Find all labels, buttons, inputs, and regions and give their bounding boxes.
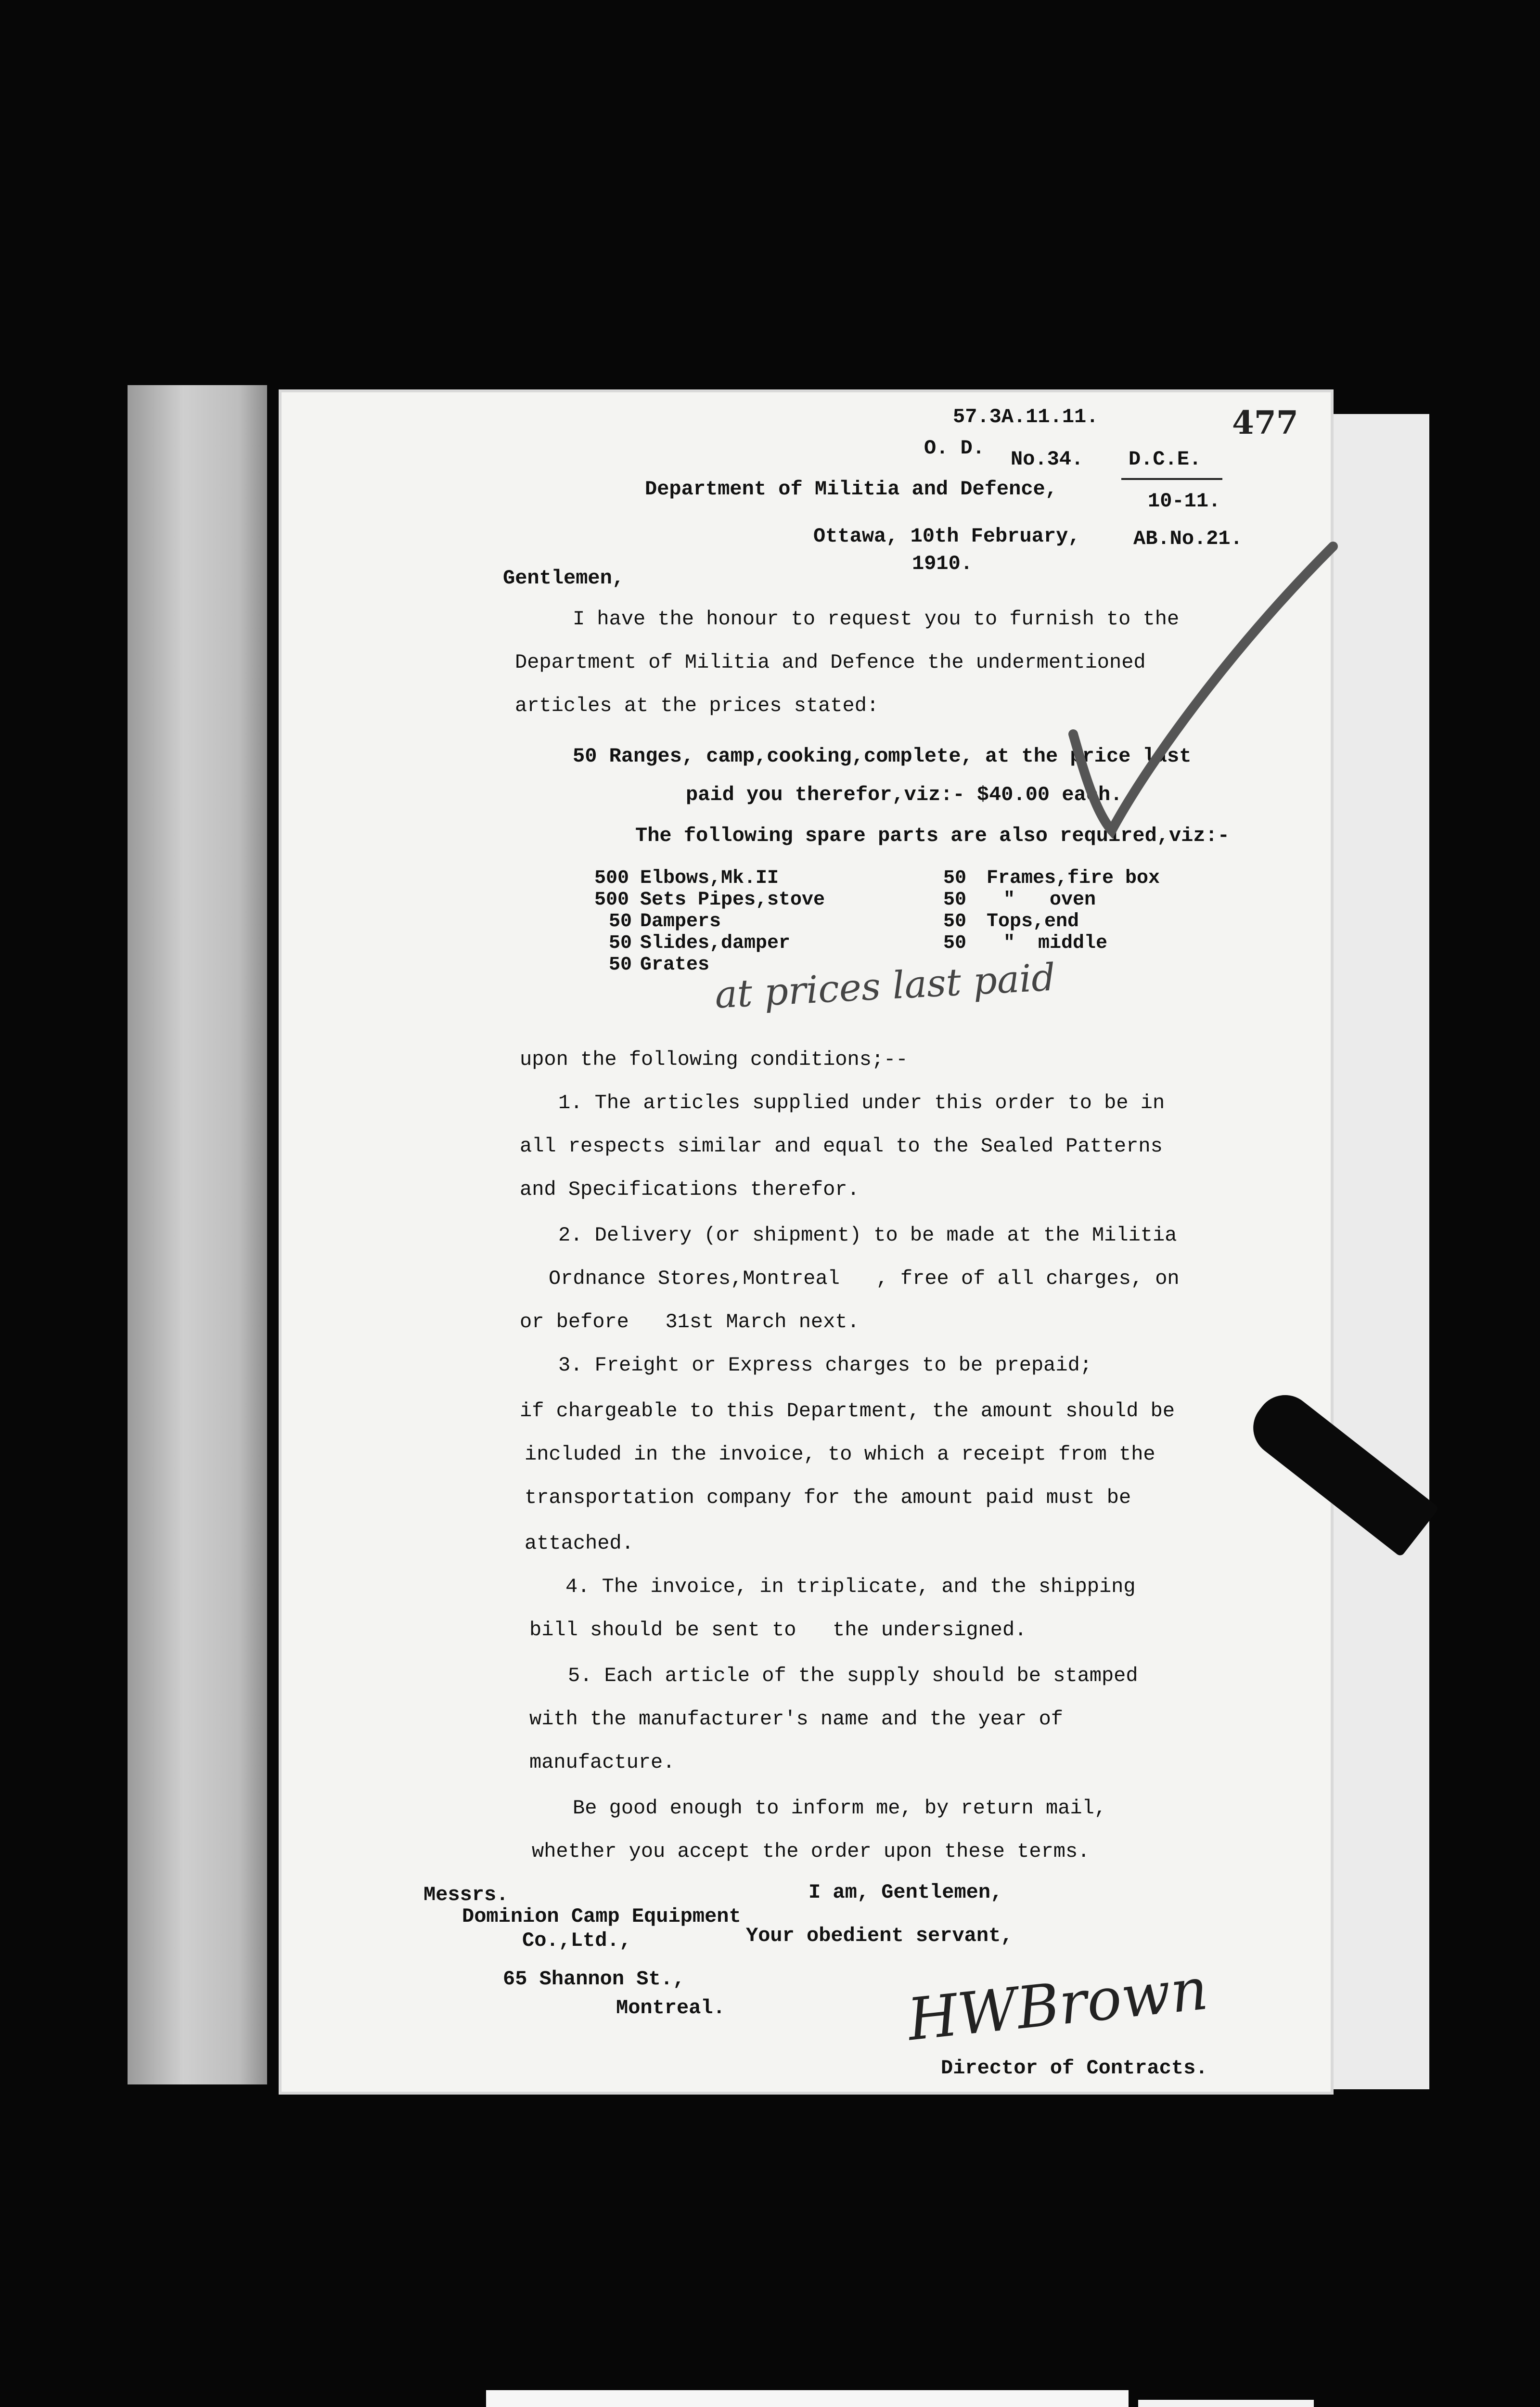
poor-copies-stamp (1138, 2400, 1314, 2407)
condition-line: 2. Delivery (or shipment) to be made at the Militia (558, 1224, 1177, 1247)
file-ref-no: No.34. (1011, 448, 1084, 471)
condition-line: 3. Freight or Express charges to be prepaid; (558, 1354, 1092, 1377)
condition-line: Ordnance Stores,Montreal , free of all charges, on (549, 1267, 1180, 1290)
department-line: Department of Militia and Defence, (645, 478, 1057, 501)
item-line: 50 Ranges, camp,cooking,complete, at the price last (573, 745, 1192, 768)
spare-item: " oven (1003, 889, 1096, 911)
spare-item: Grates (640, 954, 710, 976)
spare-qty: 50 (609, 911, 632, 932)
spare-qty: 500 (594, 889, 629, 911)
intro-line: I have the honour to request you to furnish to the (573, 608, 1180, 631)
signature: HWBrown (904, 1955, 1211, 2054)
condition-line: 1. The articles supplied under this order to be in (558, 1091, 1165, 1114)
condition-line: or before 31st March next. (520, 1310, 860, 1333)
condition-line: 4. The invoice, in triplicate, and the shipping (565, 1575, 1136, 1598)
adjacent-page-strip (128, 385, 267, 2084)
code-dce: D.C.E. (1129, 448, 1202, 471)
spares-intro: The following spare parts are also required,viz:- (635, 824, 1230, 847)
checkmark-icon (1054, 542, 1343, 840)
condition-line: transportation company for the amount paid must be (525, 1486, 1131, 1509)
closing-line: I am, Gentlemen, (808, 1881, 1003, 1904)
addressee-line: 65 Shannon St., (503, 1967, 685, 1991)
spare-item: Tops,end (987, 911, 1079, 932)
spare-qty: 500 (594, 867, 629, 889)
condition-line: all respects similar and equal to the Sealed Patterns (520, 1135, 1163, 1158)
spare-qty: 50 (943, 889, 967, 911)
spare-item: Frames,fire box (987, 867, 1160, 889)
condition-line: 5. Each article of the supply should be stamped (568, 1664, 1138, 1687)
condition-line: if chargeable to this Department, the amount should be (520, 1399, 1175, 1423)
condition-line: bill should be sent to the undersigned. (529, 1618, 1027, 1642)
addressee-line: Messrs. (424, 1883, 509, 1906)
spare-qty: 50 (943, 911, 967, 932)
signer-title: Director of Contracts. (941, 2057, 1208, 2080)
code-ab: AB.No.21. (1133, 527, 1243, 550)
addressee-line: Dominion Camp Equipment (462, 1905, 741, 1928)
code-10-11: 10-11. (1148, 490, 1221, 513)
condition-line: whether you accept the order upon these terms. (532, 1840, 1090, 1863)
spare-qty: 50 (609, 954, 632, 976)
intro-line: Department of Militia and Defence the undermentioned (515, 651, 1146, 674)
spare-item: Slides,damper (640, 932, 791, 954)
condition-line: manufacture. (529, 1751, 675, 1774)
addressee-line: Co.,Ltd., (522, 1929, 631, 1952)
letter-page (282, 392, 1331, 2092)
file-ref-od: O. D. (924, 437, 985, 460)
condition-line: Be good enough to inform me, by return mail, (573, 1797, 1106, 1820)
file-ref-line1: 57.3A.11.11. (953, 405, 1099, 428)
spare-item: Dampers (640, 911, 721, 932)
spare-item: " middle (1003, 932, 1108, 954)
addressee-line: Montreal. (616, 1996, 725, 2019)
conditions-intro: upon the following conditions;-- (520, 1048, 908, 1071)
condition-line: included in the invoice, to which a receipt from the (525, 1443, 1155, 1466)
place-date: Ottawa, 10th February, (813, 525, 1080, 548)
spare-qty: 50 (943, 932, 967, 954)
header-rule (1121, 478, 1222, 480)
archive-reference-label (486, 2390, 1129, 2407)
intro-line: articles at the prices stated: (515, 694, 879, 717)
condition-line: attached. (525, 1532, 634, 1555)
spare-qty: 50 (943, 867, 967, 889)
page-number: 477 (1232, 404, 1298, 441)
spare-item: Elbows,Mk.II (640, 867, 779, 889)
spare-qty: 50 (609, 932, 632, 954)
closing-line: Your obedient servant, (746, 1924, 1013, 1947)
salutation: Gentlemen, (503, 567, 625, 590)
handwritten-note: at prices last paid (714, 956, 1057, 1017)
year: 1910. (912, 552, 973, 575)
spare-item: Sets Pipes,stove (640, 889, 825, 911)
condition-line: with the manufacturer's name and the year of (529, 1708, 1063, 1731)
condition-line: and Specifications therefor. (520, 1178, 860, 1201)
item-line: paid you therefor,viz:- $40.00 each. (686, 783, 1123, 806)
